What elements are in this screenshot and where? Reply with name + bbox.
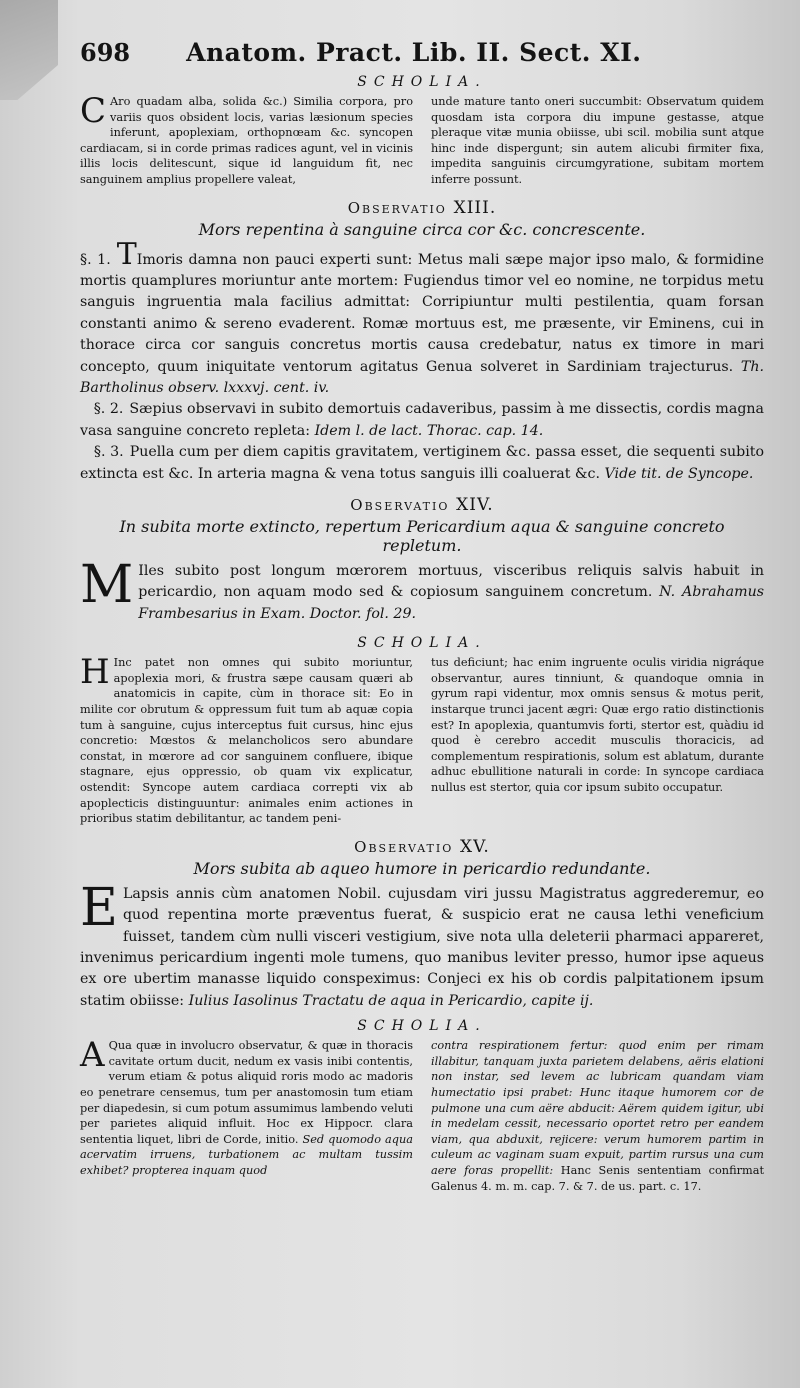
scholia-2-left: [80, 652, 413, 827]
scholia-1-columns: [80, 91, 764, 188]
para-text: Puella cum per diem capitis gravitatem, vertiginem &c. passa esset, die sequenti subito extincta est &c. In arteria magna & vena totus sanguis illi coaluerat &c.: [80, 444, 764, 482]
observatio-13-para-1: [80, 236, 764, 400]
para-text: Imoris damna non pauci experti sunt: Metus mali sæpe major ipso malo, & formidine mortis quamplures moriuntur ante mortem: Fugiendus timor vel eo nomine, ne torpidus metu sanguis ingruentia mala facilius admittat: Corripiuntur multi pestilentia, quam forsan constanti animo & sereno evaderent. Romæ mortuus est, me præsente, vir Eminens, cui in thorace circa cor sanguis concretus mortis causa credebatur, natus ex timore in mari concepto, quum iniquitate ventorum agitatus Genua solveret in Sardiniam trajecturus.: [80, 251, 764, 375]
observatio-13-para-2: [80, 399, 764, 442]
observatio-13-heading: [80, 198, 764, 218]
drop-cap: T: [116, 236, 137, 272]
observatio-label: Observatio: [347, 198, 447, 217]
running-head: Anatom. Pract. Lib. II. Sect. XI.: [186, 38, 642, 67]
drop-cap: H: [80, 652, 110, 693]
observatio-label: Observatio: [350, 496, 450, 515]
scholia-3-columns: [80, 1035, 764, 1194]
observatio-15-title: Mors subita ab aqueo humore in pericardio redundante.: [193, 858, 651, 878]
folded-corner: [0, 0, 58, 100]
citation: Th. Bartholinus observ. lxxxvj. cent. iv.: [80, 358, 764, 396]
scholia-1-right: [431, 94, 764, 188]
observatio-number: XIII.: [453, 197, 497, 218]
observatio-14-title: In subita morte extincto, repertum Pericardium aqua & sanguine concreto repletum.: [119, 517, 725, 556]
para-text: Iles subito post longum mœrorem mortuus, visceribus reliquis salvis habuit in pericardio, non aquam modo sed & copiosum sanguinem concretum.: [138, 563, 764, 601]
scholia-2-left-text: Inc patet non omnes qui subito moriuntur, apoplexia mori, & frustra sæpe causam quæri ab anatomicis in capite, cùm in thorace sit: Eo in milite cor obrutum & oppressum fuit tum ab aquæ copia tum à sanguine, cujus interceptus fuit cursus, hinc ejus concretio: Mœstos & melancholicos sero abundare constat, in mœrore ad cor sanguinem confluere, ibique stagnare, ejus oppressio, ob quam vix explicatur, ostendit: Syncope autem cardiaca correpti vix ab apoplecticis distinguuntur: animales enim actiones in prioribus statim debilitantur, ac tandem peni-: [80, 656, 413, 826]
scholia-3-right-text: Hanc Senis sententiam confirmat Galenus 4. m. m. cap. 7. & 7. de us. part. c. 17.: [431, 1163, 764, 1193]
para-text: Sæpius observavi in subito demortuis cadaveribus, passim à me dissectis, cordis magna vasa sanguine concreto repleta:: [80, 401, 765, 439]
drop-cap: E: [80, 877, 118, 938]
observatio-15-para: [80, 877, 764, 1012]
observatio-14-heading: [80, 495, 764, 515]
scholia-heading-3: SCHOLIA.: [357, 1018, 487, 1035]
scholia-2-columns: [80, 652, 764, 827]
scholia-3-right: [431, 1038, 764, 1194]
citation: Vide tit. de Syncope.: [604, 465, 754, 482]
drop-cap: C: [80, 91, 107, 131]
observatio-label: Observatio: [354, 837, 454, 856]
scholia-3-right-italic: contra respirationem fertur: quod enim per rimam illabitur, tanquam juxta parietem delabens, aëris elationi non instar, sed levem ac lubricam quandam viam humectatio ipsi prabet: Hunc itaque humorem cor de pulmone una cum aëre abducit: Aërem quidem igitur, ubi in medelam cessit, necessario oportet retro per eandem viam, qua abduxit, rejicere: verum humorem partim in culeum ac vaginam suam expuit, partim rursus una cum aere foras propellit:: [431, 1039, 764, 1177]
section-mark: §. 1.: [80, 251, 111, 268]
observatio-13-title: Mors repentina à sanguine circa cor &c. concrescente.: [198, 219, 646, 239]
para-text: Lapsis annis cùm anatomen Nobil. cujusdam viri jussu Magistratus aggrederemur, eo quod repentina morte præventus fuerat, & suspicio erat ne causa lethi veneficium fuisset, tandem cùm nulli visceri vestigium, sive nota ulla deleterii pharmaci appareret, invenimus pericardium ingenti mole tumens, quo manibus leviter presso, humor ipse aqueus ex ore ubertim manasse liquido conspeximus: Conjeci ex his ob cordis palpitationem ipsum statim obiisse:: [80, 885, 764, 1009]
scholia-1-left: [80, 91, 413, 188]
scholia-heading-1: SCHOLIA.: [357, 74, 487, 90]
scholia-3-left: [80, 1035, 413, 1194]
observatio-number: XV.: [460, 836, 490, 857]
observatio-14-para: [80, 555, 764, 625]
section-mark: §. 3.: [93, 444, 124, 461]
page-header: [80, 38, 764, 70]
observatio-number: XIV.: [456, 495, 494, 516]
scholia-3-left-text: Qua quæ in involucro observatur, & quæ in thoracis cavitate ortum ducit, nedum ex vasis inibi contentis, verum etiam & potus aliquid roris modo ac madoris eo penetrare censemus, tum per anastomosin tum etiam per diapedesin, si cum potum assumimus lambendo veluti per parietes aliquid influit. Hoc ex Hippocr. clara sententia liquet, libri de Corde, initio.: [80, 1039, 413, 1146]
citation: Idem l. de lact. Thorac. cap. 14.: [314, 422, 544, 439]
citation: Iulius Iasolinus Tractatu de aqua in Pericardio, capite ij.: [188, 992, 594, 1009]
observatio-13-para-3: [80, 442, 764, 485]
scholia-3-left-italic: Sed quomodo aqua acervatim irruens, turbationem ac multam tussim exhibet? propterea inquam quod: [80, 1132, 413, 1177]
scholia-2-right: [431, 655, 764, 827]
drop-cap: A: [80, 1035, 105, 1076]
scholia-1-right-text: unde mature tanto oneri succumbit: Observatum quidem quosdam ista corpora diu impune gestasse, atque pleraque vitæ munia obiisse, ubi scil. mobilia sunt atque hinc inde dispergunt; sin autem alicubi firmiter fixa, impedita sanguinis circumgyratione, subitam mortem inferre possunt.: [431, 95, 764, 186]
observatio-15-heading: [80, 837, 764, 857]
citation: N. Abrahamus Frambesarius in Exam. Doctor. fol. 29.: [138, 584, 764, 622]
section-mark: §. 2.: [93, 401, 124, 418]
scholia-1-left-text: Aro quadam alba, solida &c.) Similia corpora, pro variis quos obsident locis, varias læsionum species inferunt, apoplexiam, orthopnœam &c. syncopen cardiacam, si in corde primas radices agunt, vel in vicinis illis locis delitescunt, sique id languidum fit, nec sanguinem amplius propellere valeat,: [80, 95, 413, 186]
drop-cap: M: [80, 555, 134, 616]
scholia-2-right-text: tus deficiunt; hac enim ingruente oculis viridia nigráque observantur, aures tinniunt, & quandoque omnia in gyrum rapi videntur, mox omnis sensus & motus perit, instarque trunci jacent ægri: Quæ ergo ratio distinctionis est? In apoplexia, quantumvis forti, stertor est, quàdiu id quod è cerebro accedit musculis thoracicis, ad complementum respirationis, solum est ablatum, durante adhuc ebullitione naturali in corde: In syncope cardiaca nullus est stertor, quia cor ipsum subito occupatur.: [431, 656, 764, 794]
page-number: 698: [80, 38, 131, 67]
scholia-heading-2: SCHOLIA.: [357, 635, 487, 652]
